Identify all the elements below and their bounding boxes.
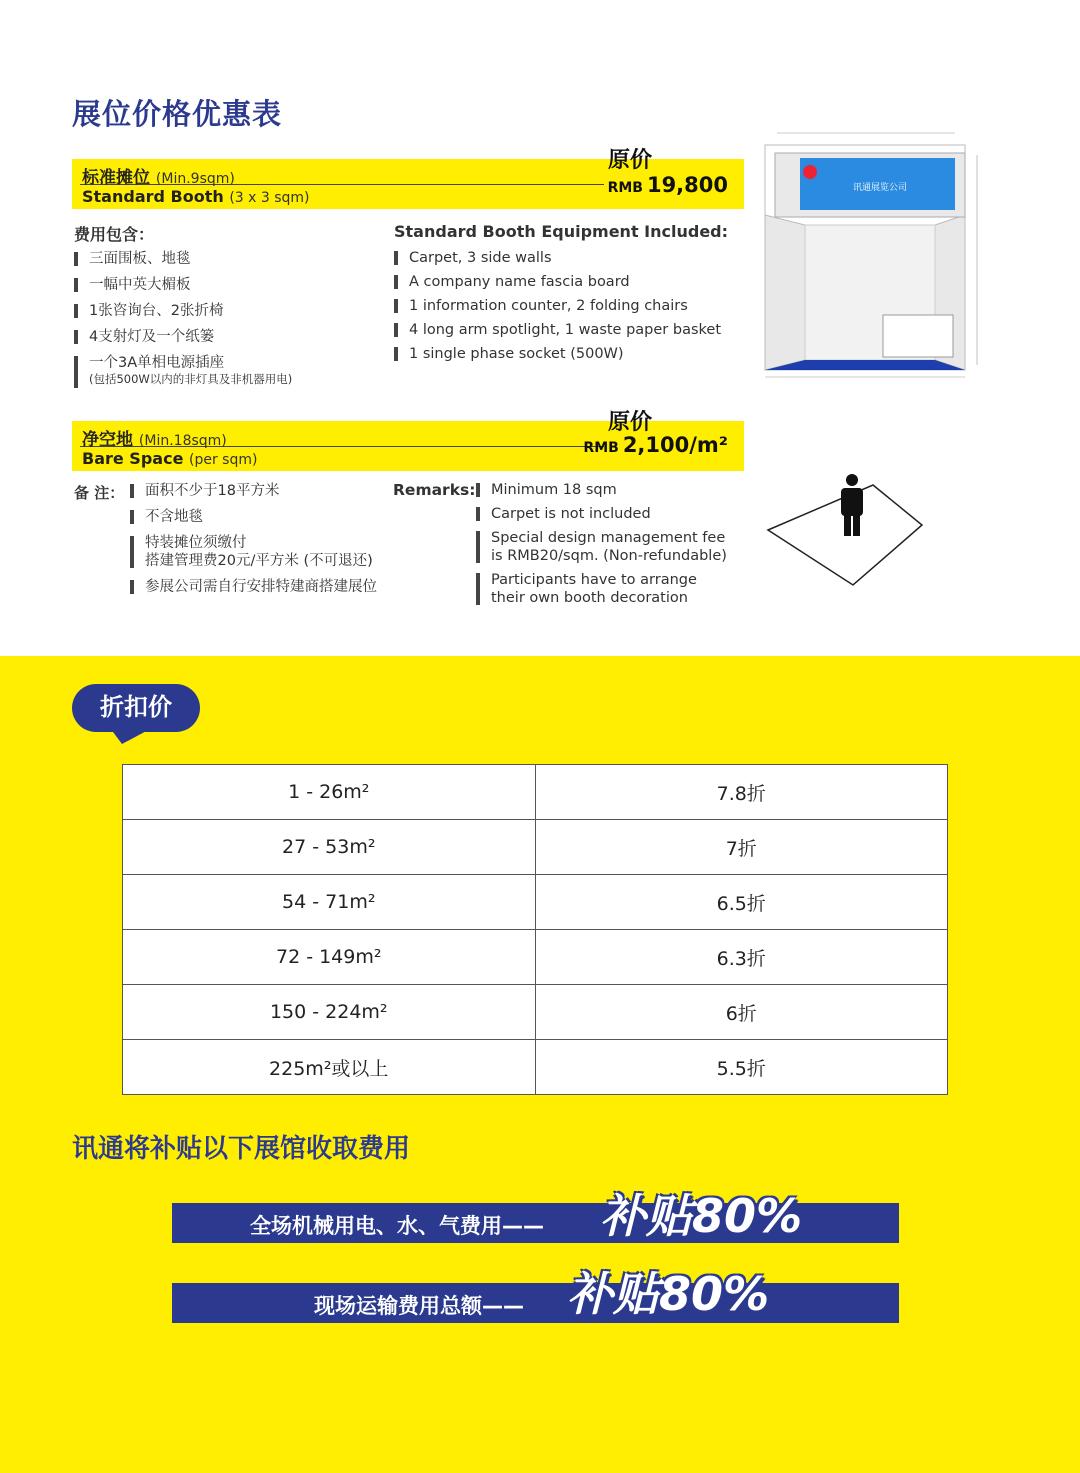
bare-min: (Min.18sqm) (138, 433, 227, 449)
subsidy-pct-1: 补贴80% (600, 1189, 803, 1243)
standard-price (608, 173, 728, 197)
currency-label: RMB (583, 440, 619, 456)
list-item: 一幅中英大楣板 (74, 276, 292, 294)
standard-name-en-text: Standard Booth (82, 187, 224, 206)
standard-min: (Min.9sqm) (155, 171, 235, 187)
subsidy-item-2: 现场运输费用总额—— (314, 1294, 524, 1318)
subsidy-pct-2: 补贴80% (567, 1267, 770, 1321)
rate-cell: 6.5折 (535, 875, 948, 930)
currency-label: RMB (607, 180, 643, 196)
list-item: 参展公司需自行安排特建商搭建展位 (130, 578, 377, 596)
rate-cell: 5.5折 (535, 1040, 948, 1095)
list-item-text: 一个3A单相电源插座 (89, 355, 225, 371)
area-cell: 72 - 149m² (123, 930, 536, 985)
table-row (123, 930, 948, 985)
area-cell: 54 - 71m² (123, 875, 536, 930)
remarks-list-en (476, 481, 727, 613)
standard-name-zh-text: 标准摊位 (82, 168, 150, 188)
standard-price-value: 19,800 (646, 173, 728, 197)
page-title: 展位价格优惠表 (72, 97, 283, 131)
standard-name-en (82, 187, 310, 206)
list-item-text: 特装摊位须缴付 (145, 535, 247, 551)
included-heading-en: Standard Booth Equipment Included: (394, 222, 729, 241)
table-row (123, 820, 948, 875)
rate-cell: 6.3折 (535, 930, 948, 985)
list-item (476, 529, 727, 565)
list-item-text: Participants have to arrange (491, 572, 697, 588)
table-row (123, 1040, 948, 1095)
area-cell: 150 - 224m² (123, 985, 536, 1040)
list-item-text: their own booth decoration (491, 590, 688, 606)
discount-tag: 折扣价 (72, 684, 200, 732)
subsidy-item-1: 全场机械用电、水、气费用—— (250, 1214, 544, 1238)
list-item (130, 534, 377, 570)
list-item: A company name fascia board (394, 273, 721, 291)
bare-orig-label: 原价 (608, 410, 653, 435)
bare-name-zh (82, 425, 227, 450)
area-cell: 225m²或以上 (123, 1040, 536, 1095)
remarks-label-zh: 备 注： (74, 484, 125, 502)
bare-price-value: 2,100/m² (622, 433, 728, 457)
list-item: 不含地毯 (130, 508, 377, 526)
booth-sign-text: 讯通展览公司 (852, 183, 908, 193)
subsidy-bar-2 (172, 1283, 899, 1323)
discount-tag-tail (110, 728, 152, 744)
person-icon (841, 474, 863, 536)
list-item-note: (包括500W以内的非灯具及非机器用电) (89, 372, 293, 386)
list-item-text: Special design management fee (491, 530, 726, 546)
list-item: 1张咨询台、2张折椅 (74, 302, 292, 320)
included-heading-zh: 费用包含： (74, 225, 155, 244)
list-item: 1 single phase socket (500W) (394, 345, 721, 363)
top-section (0, 0, 1080, 656)
table-row (123, 875, 948, 930)
list-item-text: is RMB20/sqm. (Non-refundable) (491, 548, 727, 564)
remarks-list-zh (130, 482, 377, 604)
table-row (123, 985, 948, 1040)
included-list-en (394, 249, 721, 369)
list-item (476, 571, 727, 607)
rate-cell: 7.8折 (535, 765, 948, 820)
included-list-zh (74, 250, 292, 395)
bare-space-band (72, 410, 744, 471)
list-item: 三面围板、地毯 (74, 250, 292, 268)
list-item-text: 搭建管理费20元/平方米 (不可退还) (145, 553, 373, 569)
list-item (74, 354, 292, 387)
area-cell: 27 - 53m² (123, 820, 536, 875)
rate-cell: 7折 (535, 820, 948, 875)
bare-name-en (82, 449, 257, 468)
standard-size: (3 x 3 sqm) (229, 190, 310, 206)
list-item: 4 long arm spotlight, 1 waste paper basket (394, 321, 721, 339)
list-item: Carpet, 3 side walls (394, 249, 721, 267)
remarks-label-en: Remarks: (393, 481, 476, 499)
discount-table (122, 764, 948, 1095)
bare-name-en-text: Bare Space (82, 449, 184, 468)
standard-booth-band (72, 148, 744, 209)
bare-price (583, 433, 728, 457)
rate-cell: 6折 (535, 985, 948, 1040)
subsidy-title: 讯通将补贴以下展馆收取费用 (72, 1134, 411, 1164)
bare-space-illustration (765, 470, 925, 590)
standard-name-zh (82, 163, 235, 188)
standard-booth-illustration (755, 125, 995, 385)
list-item: Carpet is not included (476, 505, 727, 523)
list-item: 4支射灯及一个纸篓 (74, 328, 292, 346)
area-cell: 1 - 26m² (123, 765, 536, 820)
bare-size: (per sqm) (189, 452, 258, 468)
list-item: 1 information counter, 2 folding chairs (394, 297, 721, 315)
bare-name-zh-text: 净空地 (82, 430, 133, 450)
list-item: Minimum 18 sqm (476, 481, 727, 499)
table-row (123, 765, 948, 820)
standard-orig-label: 原价 (608, 148, 653, 173)
list-item: 面积不少于18平方米 (130, 482, 377, 500)
